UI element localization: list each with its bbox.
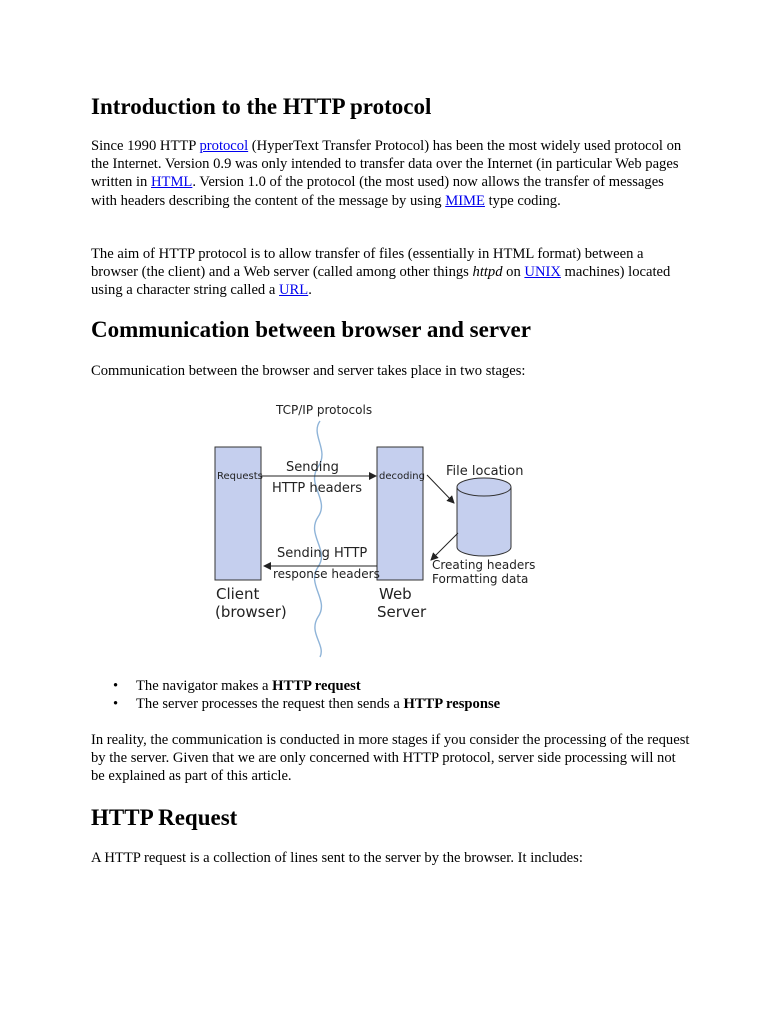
tcp-label: TCP/IP protocols xyxy=(276,403,373,417)
list-item: • The navigator makes a HTTP request xyxy=(91,677,500,695)
file-location-label: File location xyxy=(446,464,524,479)
browser-label: (browser) xyxy=(215,603,287,621)
client-label: Client xyxy=(216,585,260,603)
file-location-arrow xyxy=(427,475,454,503)
creating-headers-label: Creating headers xyxy=(432,558,536,572)
communication-heading: Communication between browser and server xyxy=(91,317,531,342)
list-item: • The server processes the request then sends a HTTP response xyxy=(91,695,500,713)
unix-link[interactable]: UNIX xyxy=(524,264,561,281)
sending-label: Sending xyxy=(286,460,339,475)
requests-label: Requests xyxy=(217,471,263,482)
http-request-heading: HTTP Request xyxy=(91,805,238,830)
database-icon xyxy=(457,478,511,556)
http-headers-label: HTTP headers xyxy=(272,481,362,496)
server-box xyxy=(377,447,423,580)
sending-http-label: Sending HTTP xyxy=(277,546,368,561)
html-link[interactable]: HTML xyxy=(151,174,193,191)
intro-paragraph-2: The aim of HTTP protocol is to allow transfer of files (essentially in HTML format) between a browser (the client) and a Web server (called among other things httpd on UNIX machines) located using a character string called a URL. xyxy=(91,246,671,299)
page-title: Introduction to the HTTP protocol xyxy=(91,94,432,119)
response-headers-label: response headers xyxy=(273,567,380,581)
intro-paragraph-1: Since 1990 HTTP protocol (HyperText Transfer Protocol) has been the most widely used protocol on the Internet. Version 0.9 was only intended to transfer data over the Internet (in particular Web pages written in HTML. Version 1.0 of the protocol (the most used) now allows the transfer of messages with headers describing the content of the message by using MIME type coding. xyxy=(91,138,682,209)
httpd-term: httpd xyxy=(472,264,503,281)
tcp-wavy-line xyxy=(315,421,322,657)
url-link[interactable]: URL xyxy=(279,282,309,299)
http-request-lead: A HTTP request is a collection of lines sent to the server by the browser. It includes: xyxy=(91,850,583,866)
web-label: Web xyxy=(379,585,412,603)
creating-headers-arrow xyxy=(431,533,458,560)
client-box xyxy=(215,447,261,580)
formatting-data-label: Formatting data xyxy=(432,572,529,586)
protocol-link[interactable]: protocol xyxy=(199,138,249,154)
mime-link[interactable]: MIME xyxy=(445,192,485,209)
communication-diagram xyxy=(200,395,545,663)
decoding-label: decoding xyxy=(379,471,425,482)
communication-bullets xyxy=(91,677,500,713)
communication-lead: Communication between the browser and server takes place in two stages: xyxy=(91,363,526,379)
reality-paragraph: In reality, the communication is conducted in more stages if you consider the processing of the request by the server. Given that we are only concerned with HTTP protocol, server side processing will not be explained as part of this article. xyxy=(91,732,690,785)
server-label: Server xyxy=(377,603,427,621)
